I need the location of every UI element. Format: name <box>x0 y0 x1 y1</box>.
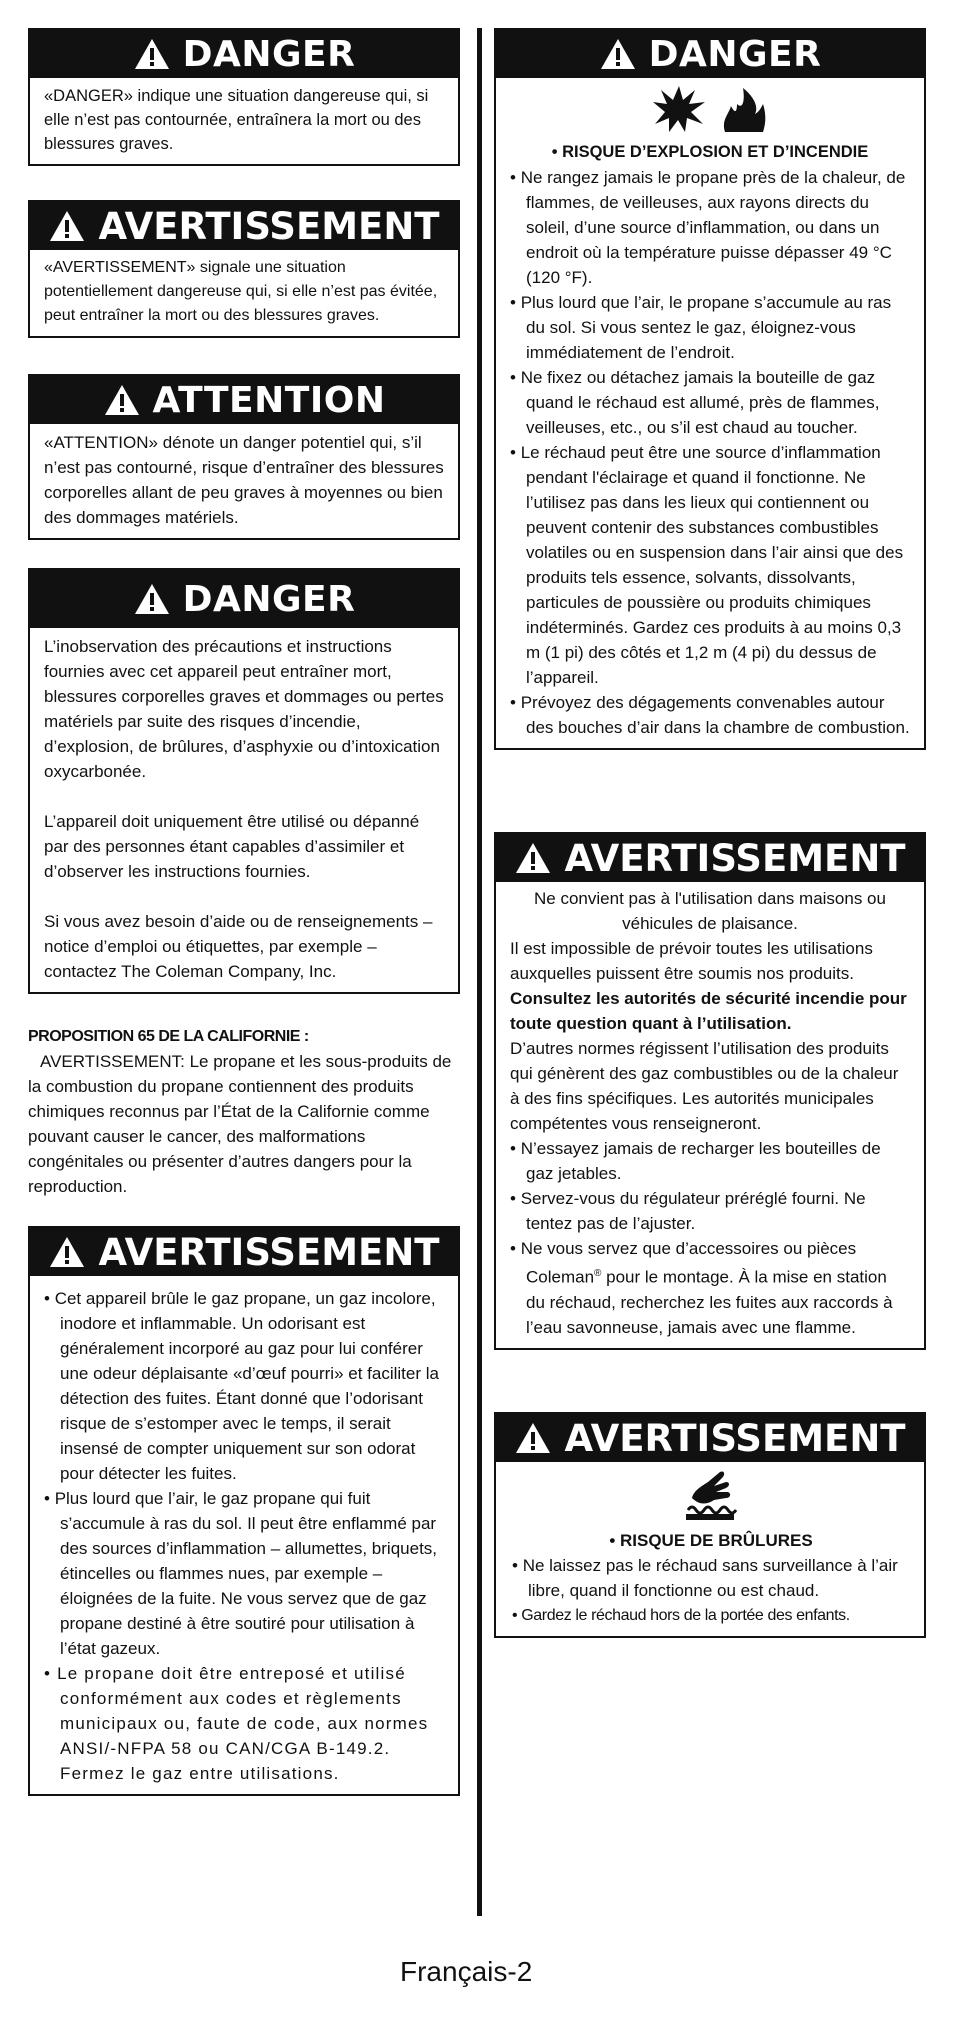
list-item: • Gardez le réchaud hors de la portée des enfants. <box>512 1603 910 1628</box>
warning-triangle-icon <box>514 841 552 875</box>
usage-intro: Il est impossible de prévoir toutes les utilisations auxquelles puissent être soumis nos produits. <box>510 939 873 983</box>
caution-definition-text <box>30 424 458 538</box>
list-item <box>510 1236 910 1340</box>
prop65-title: PROPOSITION 65 DE LA CALIFORNIE : <box>28 1028 309 1045</box>
warning-usage-list <box>510 1136 910 1340</box>
warning-propane-text <box>30 1276 458 1794</box>
usage-bold-notice: Consultez les autorités de sécurité incendie pour toute question quant à l’utilisation. <box>510 989 907 1033</box>
danger-title: DANGER <box>648 33 822 75</box>
warning-usage-text <box>496 882 924 1348</box>
pictogram-row <box>496 1462 924 1528</box>
danger-general-box <box>28 568 460 994</box>
danger-title: DANGER <box>182 578 356 620</box>
warning-title: AVERTISSEMENT <box>98 204 440 248</box>
list-item: • Plus lourd que l’air, le propane s’accumule au ras du sol. Si vous sentez le gaz, éloignez-vous immédiatement de l’endroit. <box>510 290 910 365</box>
danger-definition-text <box>30 78 458 164</box>
danger-header <box>30 30 458 78</box>
warning-propane-list <box>44 1286 444 1786</box>
warning-triangle-icon <box>133 37 171 71</box>
danger-subtitle: • RISQUE D’EXPLOSION ET D’INCENDIE <box>551 143 869 161</box>
hot-surface-hand-icon <box>682 1468 738 1522</box>
warning-burn-list <box>512 1553 910 1628</box>
caution-header <box>30 376 458 424</box>
danger-definition-box <box>28 28 460 166</box>
explosion-icon <box>651 84 707 134</box>
list-item: • Ne rangez jamais le propane près de la chaleur, de flammes, de veilleuses, aux rayons directs du soleil, d’une source d’inflammation, ou dans un endroit où la température puisse dépasser 49 °C (120 °F). <box>510 165 910 290</box>
column-divider <box>477 28 482 1916</box>
list-item: • N’essayez jamais de recharger les bouteilles de gaz jetables. <box>510 1136 910 1186</box>
warning-triangle-icon <box>48 209 86 243</box>
usage-intro-centered: Ne convient pas à l'utilisation dans maisons ou véhicules de plaisance. <box>534 889 886 933</box>
usage-standards: D’autres normes régissent l’utilisation des produits qui génèrent des gaz combustibles ou de la chaleur à des fins spécifiques. Les autorités municipales compétentes vous renseigneront. <box>510 1039 899 1133</box>
danger-general-text <box>30 628 458 992</box>
page-number: Français-2 <box>400 1956 533 1987</box>
burn-subtitle: • RISQUE DE BRÛLURES <box>609 1531 813 1550</box>
danger-paragraph: L’appareil doit uniquement être utilisé ou dépanné par des personnes étant capables d’assimiler et d’observer les instructions fournies. <box>44 812 420 881</box>
warning-triangle-icon <box>599 37 637 71</box>
warning-triangle-icon <box>514 1421 552 1455</box>
warning-header <box>496 834 924 882</box>
fire-icon <box>719 84 769 134</box>
warning-triangle-icon <box>133 582 171 616</box>
danger-paragraph: Si vous avez besoin d’aide ou de renseignements – notice d’emploi ou étiquettes, par exemple – contactez The Coleman Company, Inc. <box>44 912 433 981</box>
list-item: • Servez-vous du régulateur préréglé fourni. Ne tentez pas de l’ajuster. <box>510 1186 910 1236</box>
prop65-notice <box>28 1024 464 1199</box>
danger-definition-paragraph: «DANGER» indique une situation dangereuse qui, si elle n’est pas contournée, entraînera la mort ou des blessures graves. <box>44 87 429 153</box>
warning-triangle-icon <box>103 383 141 417</box>
list-item-text: Ne vous servez que d’accessoires ou pièces Coleman <box>520 1239 857 1287</box>
warning-usage-box <box>494 832 926 1350</box>
warning-header <box>30 1228 458 1276</box>
warning-triangle-icon <box>48 1235 86 1269</box>
list-item-text: pour le montage. À la mise en station du réchaud, recherchez les fuites aux raccords à l’eau savonneuse, jamais avec une flamme. <box>526 1267 893 1337</box>
warning-definition-box <box>28 200 460 338</box>
caution-definition-box <box>28 374 460 540</box>
warning-title: AVERTISSEMENT <box>564 836 906 880</box>
danger-title: DANGER <box>182 33 356 75</box>
list-item: • Prévoyez des dégagements convenables autour des bouches d’air dans la chambre de combustion. <box>510 690 910 740</box>
warning-definition-text <box>30 250 458 336</box>
warning-title: AVERTISSEMENT <box>564 1416 906 1460</box>
warning-definition-paragraph: «AVERTISSEMENT» signale une situation potentiellement dangereuse qui, si elle n’est pas évitée, peut entraîner la mort ou des blessures graves. <box>44 259 438 324</box>
danger-explosion-text <box>496 140 924 748</box>
danger-header <box>30 570 458 628</box>
caution-definition-paragraph: «ATTENTION» dénote un danger potentiel qui, s’il n’est pas contourné, risque d’entraîner des blessures corporelles allant de peu graves à moyennes ou bien des dommages matériels. <box>44 433 444 527</box>
danger-explosion-list <box>510 165 910 740</box>
warning-propane-box <box>28 1226 460 1796</box>
list-item: • Le réchaud peut être une source d’inflammation pendant l'éclairage et quand il fonctionne. Ne l’utilisez pas dans les lieux qui contiennent ou peuvent contenir des substances combustibles volatiles ou en suspension dans l’air ainsi que des produits tels essence, solvants, dissolvants, particules de poussière ou produits chimiques indéterminés. Gardez ces produits à au moins 0,3 m (1 pi) des côtés et 1,2 m (4 pi) du dessus de l’appareil. <box>510 440 910 690</box>
pictogram-row <box>496 78 924 140</box>
warning-header <box>30 202 458 250</box>
danger-header <box>496 30 924 78</box>
list-item: • Ne laissez pas le réchaud sans surveillance à l’air libre, quand il fonctionne ou est chaud. <box>512 1553 910 1603</box>
danger-explosion-box <box>494 28 926 750</box>
list-item: • Ne fixez ou détachez jamais la bouteille de gaz quand le réchaud est allumé, près de flammes, veilleuses, etc., ou s’il est chaud au toucher. <box>510 365 910 440</box>
danger-paragraph: L’inobservation des précautions et instructions fournies avec cet appareil peut entraîner mort, blessures corporelles graves et dommages ou pertes matériels par suite des risques d’incendie, d’explosion, de brûlures, d’asphyxie ou d’intoxication oxycarbonée. <box>44 637 444 781</box>
registered-mark: ® <box>594 1268 602 1279</box>
warning-title: AVERTISSEMENT <box>98 1230 440 1274</box>
warning-burn-box <box>494 1412 926 1638</box>
warning-header <box>496 1414 924 1462</box>
list-item: • Plus lourd que l’air, le gaz propane qui fuit s’accumule à ras du sol. Il peut être enflammé par des sources d’inflammation – allumettes, briquets, étincelles ou flammes nues, par exemple – éloignées de la fuite. Ne vous servez que de gaz propane destiné à être soutiré pour utilisation à l’état gazeux. <box>44 1486 444 1661</box>
list-item: • Le propane doit être entreposé et utilisé conformément aux codes et règlements municipaux ou, faute de code, aux normes ANSI/-NFPA 58 ou CAN/CGA B-149.2. Fermez le gaz entre utilisations. <box>44 1661 444 1786</box>
warning-burn-text <box>496 1528 924 1636</box>
caution-title: ATTENTION <box>152 379 386 421</box>
list-item: • Cet appareil brûle le gaz propane, un gaz incolore, inodore et inflammable. Un odorisant est généralement incorporé au gaz pour lui conférer une odeur déplaisante «d’œuf pourri» et faciliter la détection des fuites. Étant donné que l’odorisant risque de s’estomper avec le temps, il serait insensé de compter uniquement sur son odorat pour détecter les fuites. <box>44 1286 444 1486</box>
prop65-text: AVERTISSEMENT: Le propane et les sous-produits de la combustion du propane contiennent des produits chimiques reconnus par l’État de la Californie comme pouvant causer le cancer, des malformations congénitales ou présenter d’autres dangers pour la reproduction. <box>28 1052 452 1196</box>
